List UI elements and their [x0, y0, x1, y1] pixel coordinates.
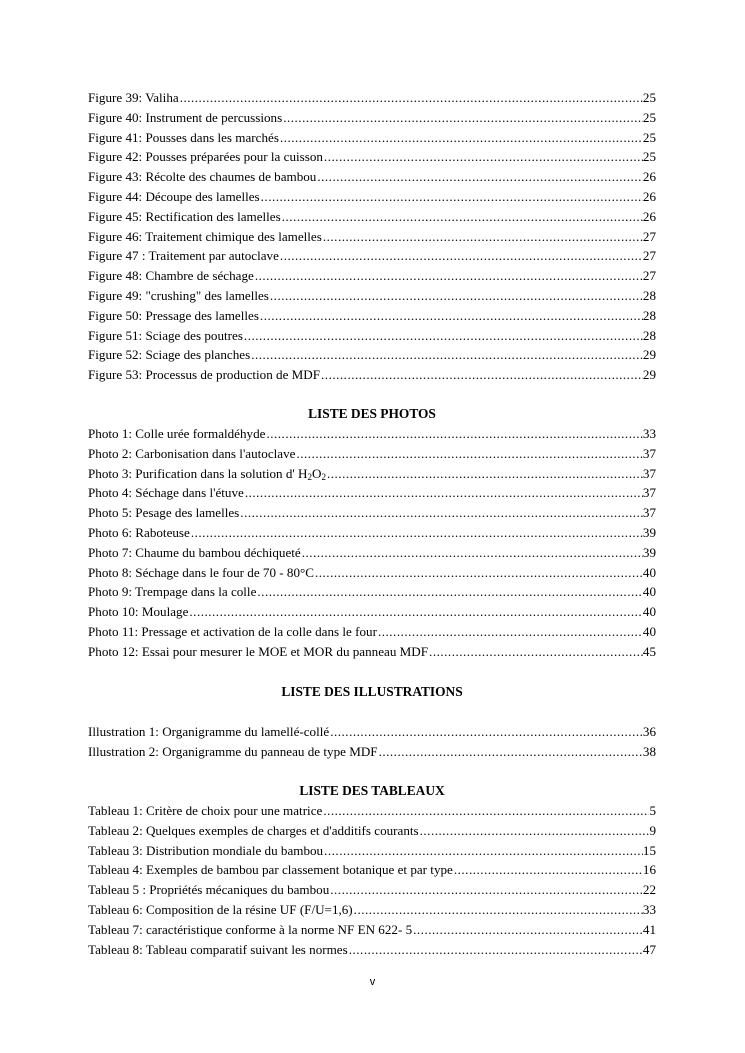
dot-leader [316, 167, 643, 187]
toc-entry-figure-43 [88, 167, 656, 187]
toc-entry-photo-4 [88, 483, 656, 503]
entry-label: Figure 46: Traitement chimique des lamelles [88, 228, 322, 244]
entry-page: 36 [642, 724, 656, 739]
toc-entry-photo-3 [88, 464, 656, 484]
entry-label-text: O [312, 465, 322, 481]
entry-page: 27 [642, 248, 656, 264]
illustrations-list [88, 722, 656, 762]
dot-leader [256, 582, 643, 602]
toc-entry-photo-8 [88, 563, 656, 583]
entry-label: Figure 40: Instrument de percussions [88, 109, 283, 125]
entry-page: 27 [642, 268, 656, 284]
toc-entry-figure-45 [88, 207, 656, 227]
entry-page: 37 [642, 445, 656, 461]
toc-entry-photo-2 [88, 444, 656, 464]
entry-page: 26 [642, 188, 656, 204]
toc-entry-photo-10 [88, 602, 656, 622]
entry-page: 40 [642, 584, 656, 600]
entry-page: 29 [642, 347, 656, 363]
dot-leader [453, 860, 643, 880]
entry-label: Figure 41: Pousses dans les marchés [88, 129, 279, 145]
toc-entry-photo-6 [88, 523, 656, 543]
entry-page: 9 [649, 822, 656, 838]
entry-page: 25 [642, 129, 656, 145]
entry-label: Figure 51: Sciage des poutres [88, 327, 243, 343]
toc-entry-tableau-5 [88, 880, 656, 900]
entry-label: Figure 39: Valiha [88, 90, 179, 105]
dot-leader [260, 187, 643, 207]
entry-page: 40 [642, 604, 656, 620]
entry-page: 22 [642, 882, 656, 898]
entry-label: Figure 48: Chambre de séchage [88, 268, 254, 284]
entry-page: 37 [642, 505, 656, 521]
entry-page: 29 [642, 367, 656, 383]
toc-entry-tableau-2 [88, 821, 656, 841]
entry-label: Photo 2: Carbonisation dans l'autoclave [88, 445, 296, 461]
toc-entry-figure-52 [88, 345, 656, 365]
entry-label: Photo 1: Colle urée formaldéhyde [88, 426, 266, 441]
entry-page: 27 [642, 228, 656, 244]
entry-label: Tableau 3: Distribution mondiale du bambou [88, 842, 324, 858]
entry-label: Photo 12: Essai pour mesurer le MOE et MOR du panneau MDF [88, 643, 429, 659]
entry-page: 16 [642, 862, 656, 878]
entry-label: Figure 43: Récolte des chaumes de bambou [88, 169, 317, 185]
toc-entry-photo-12 [88, 642, 656, 662]
entry-page: 26 [642, 169, 656, 185]
dot-leader [329, 880, 643, 900]
entry-page: 39 [642, 524, 656, 540]
toc-entry-photo-1 [88, 424, 656, 444]
dot-leader [188, 602, 643, 622]
toc-entry-figure-42 [88, 147, 656, 167]
entry-label: Photo 7: Chaume du bambou déchiqueté [88, 544, 301, 560]
entry-label: Figure 49: "crushing" des lamelles [88, 287, 269, 303]
entry-label: Photo 9: Trempage dans la colle [88, 584, 257, 600]
entry-label: Figure 50: Pressage des lamelles [88, 307, 259, 323]
dot-leader [179, 88, 643, 108]
dot-leader [314, 563, 643, 583]
entry-page: 40 [642, 623, 656, 639]
entry-page: 38 [642, 743, 656, 759]
entry-page: 39 [642, 544, 656, 560]
figures-list [88, 88, 656, 385]
entry-page: 25 [642, 149, 656, 165]
entry-label: Photo 6: Raboteuse [88, 524, 190, 540]
dot-leader [322, 801, 649, 821]
entry-page: 40 [642, 564, 656, 580]
dot-leader [419, 821, 650, 841]
toc-entry-figure-44 [88, 187, 656, 207]
entry-page: 37 [642, 485, 656, 501]
entry-page: 47 [642, 941, 656, 957]
toc-entry-photo-5 [88, 503, 656, 523]
entry-label: Illustration 1: Organigramme du lamellé-collé [88, 724, 330, 739]
toc-entry-figure-49 [88, 286, 656, 306]
entry-label: Illustration 2: Organigramme du panneau de type MDF [88, 743, 378, 759]
entry-label: Figure 52: Sciage des planches [88, 347, 251, 363]
dot-leader [279, 128, 643, 148]
entry-label: Tableau 4: Exemples de bambou par classement botanique et par type [88, 862, 453, 878]
photos-section-title: LISTE DES PHOTOS [308, 406, 436, 421]
toc-entry-figure-47 [88, 246, 656, 266]
subscript: 2 [307, 471, 312, 482]
entry-label: Figure 42: Pousses préparées pour la cuisson [88, 149, 323, 165]
entry-page: 33 [642, 901, 656, 917]
page-number: v [369, 976, 376, 988]
dot-leader [377, 622, 643, 642]
dot-leader [244, 483, 643, 503]
toc-entry-figure-46 [88, 227, 656, 247]
dot-leader [250, 345, 643, 365]
toc-entry-figure-50 [88, 306, 656, 326]
entry-label: Figure 47 : Traitement par autoclave [88, 248, 279, 264]
dot-leader [412, 920, 643, 940]
entry-label: Tableau 5 : Propriétés mécaniques du bambou [88, 882, 330, 898]
photos-list [88, 424, 656, 662]
toc-entry-tableau-1 [88, 801, 656, 821]
dot-leader [239, 503, 643, 523]
entry-label-text: Photo 3: Purification dans la solution d' H [88, 465, 308, 481]
entry-page: 28 [642, 287, 656, 303]
entry-page: 33 [642, 426, 656, 441]
entry-label: Figure 53: Processus de production de MDF [88, 367, 321, 383]
entry-label: Tableau 7: caractéristique conforme à la norme NF EN 622- 5 [88, 921, 413, 937]
entry-label: Tableau 1: Critère de choix pour une matrice [88, 803, 323, 818]
dot-leader [281, 207, 643, 227]
entry-label [88, 464, 326, 484]
entry-page: 25 [642, 90, 656, 105]
dot-leader [378, 742, 643, 762]
dot-leader [279, 246, 643, 266]
toc-entry-photo-11 [88, 622, 656, 642]
toc-entry-tableau-6 [88, 900, 656, 920]
dot-leader [259, 306, 643, 326]
dot-leader [353, 900, 643, 920]
entry-page: 25 [642, 109, 656, 125]
dot-leader [323, 147, 643, 167]
toc-entry-figure-39 [88, 88, 656, 108]
toc-entry-photo-7 [88, 543, 656, 563]
toc-entry-figure-40 [88, 108, 656, 128]
entry-page: 5 [649, 803, 656, 818]
dot-leader [348, 940, 643, 960]
entry-page: 41 [642, 921, 656, 937]
dot-leader [428, 642, 643, 662]
subscript: 2 [321, 471, 326, 482]
toc-entry-illustration-2 [88, 742, 656, 762]
toc-entry-photo-9 [88, 582, 656, 602]
dot-leader [301, 543, 643, 563]
toc-entry-tableau-7 [88, 920, 656, 940]
entry-page: 45 [642, 643, 656, 659]
toc-entry-tableau-4 [88, 860, 656, 880]
entry-label: Tableau 6: Composition de la résine UF (F/U=1,6) [88, 901, 353, 917]
toc-entry-illustration-1 [88, 722, 656, 742]
entry-page: 15 [642, 842, 656, 858]
entry-label: Photo 11: Pressage et activation de la colle dans le four [88, 623, 377, 639]
toc-entry-tableau-3 [88, 841, 656, 861]
dot-leader [243, 326, 643, 346]
dot-leader [269, 286, 643, 306]
entry-label: Tableau 8: Tableau comparatif suivant les normes [88, 941, 348, 957]
entry-page: 28 [642, 327, 656, 343]
dot-leader [320, 365, 643, 385]
dot-leader [322, 227, 643, 247]
dot-leader [326, 464, 643, 484]
entry-label: Tableau 2: Quelques exemples de charges et d'additifs courants [88, 822, 419, 838]
dot-leader [190, 523, 643, 543]
entry-label: Figure 44: Découpe des lamelles [88, 188, 260, 204]
toc-entry-figure-51 [88, 326, 656, 346]
dot-leader [254, 266, 643, 286]
tables-section-title: LISTE DES TABLEAUX [299, 783, 445, 798]
dot-leader [282, 108, 643, 128]
dot-leader [295, 444, 642, 464]
entry-page: 28 [642, 307, 656, 323]
toc-entry-tableau-8 [88, 940, 656, 960]
dot-leader [329, 722, 643, 742]
entry-page: 37 [642, 465, 656, 481]
entry-label: Photo 4: Séchage dans l'étuve [88, 485, 244, 501]
entry-label: Photo 8: Séchage dans le four de 70 - 80°C [88, 564, 314, 580]
toc-entry-figure-41 [88, 128, 656, 148]
toc-entry-figure-48 [88, 266, 656, 286]
entry-label: Photo 10: Moulage [88, 604, 189, 620]
entry-label: Figure 45: Rectification des lamelles [88, 208, 281, 224]
dot-leader [265, 424, 642, 444]
dot-leader [323, 841, 643, 861]
entry-label: Photo 5: Pesage des lamelles [88, 505, 240, 521]
tables-list [88, 801, 656, 959]
entry-page: 26 [642, 208, 656, 224]
illustrations-section-title: LISTE DES ILLUSTRATIONS [281, 684, 463, 699]
toc-entry-figure-53 [88, 365, 656, 385]
